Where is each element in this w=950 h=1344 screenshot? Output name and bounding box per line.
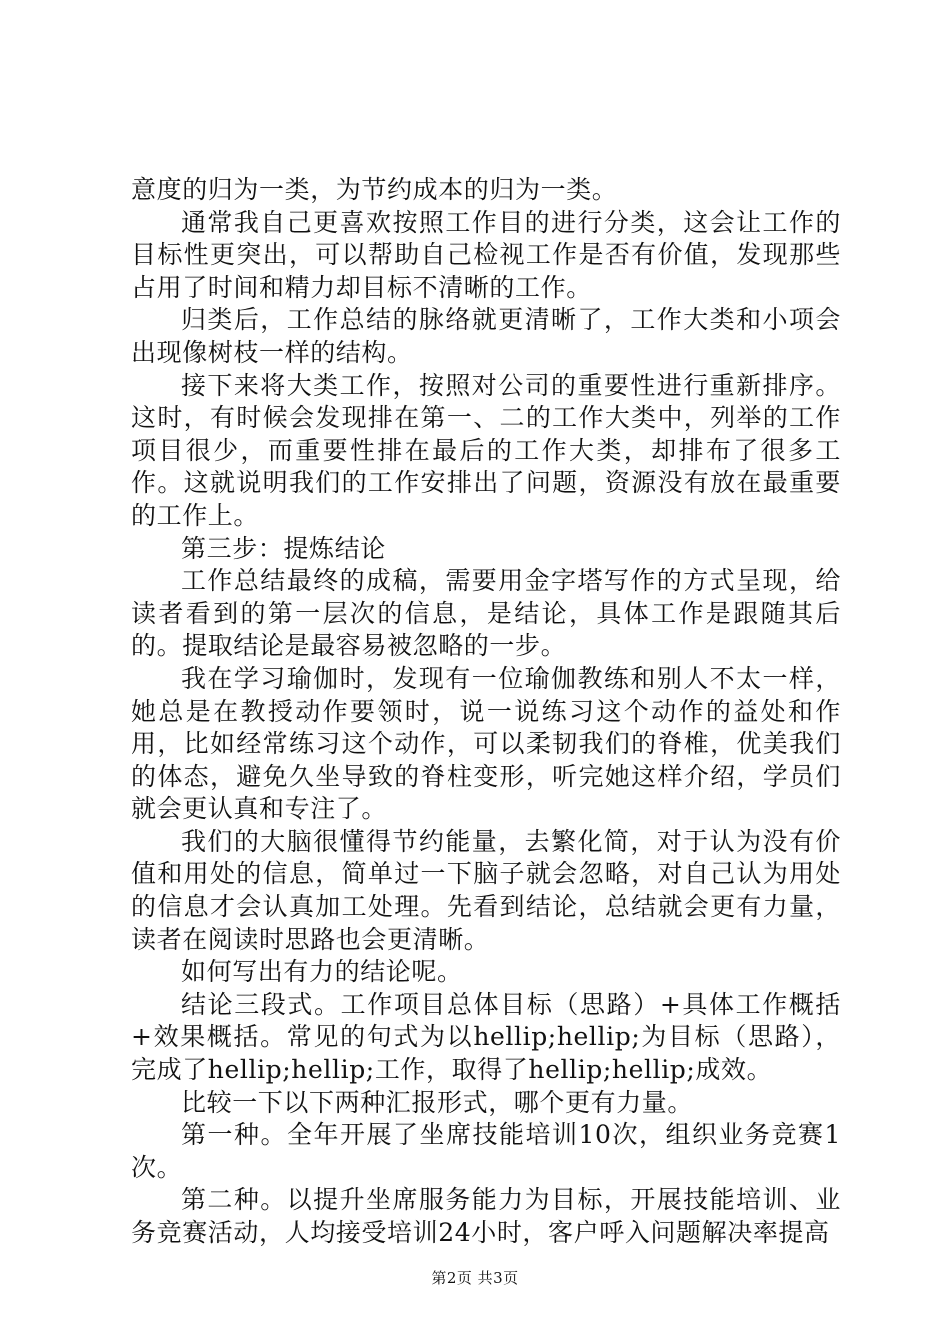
paragraph-4: 接下来将大类工作，按照对公司的重要性进行重新排序。这时，有时候会发现排在第一、二的工作大类中，列举的工作项目很少，而重要性排在最后的工作大类，却排布了很多工作。这就说明我们的工作安排出了问题，资源没有放在最重要的工作上。 [131,370,841,530]
page-footer: 第2页 共3页 [431,1269,519,1287]
paragraph-7: 我在学习瑜伽时，发现有一位瑜伽教练和别人不太一样，她总是在教授动作要领时，说一说练习这个动作的益处和作用，比如经常练习这个动作，可以柔韧我们的脊椎，优美我们的体态，避免久坐导致的脊柱变形，听完她这样介绍，学员们就会更认真和专注了。 [131,663,841,824]
section-heading-step-3: 第三步：提炼结论 [181,533,386,563]
paragraph-9: 如何写出有力的结论呢。 [181,957,463,987]
paragraph-3: 归类后，工作总结的脉络就更清晰了，工作大类和小项会出现像树枝一样的结构。 [131,305,841,367]
paragraph-2: 通常我自己更喜欢按照工作目的进行分类，这会让工作的目标性更突出，可以帮助自己检视工作是否有价值，发现那些占用了时间和精力却目标不清晰的工作。 [131,207,841,302]
document-body [131,174,841,1250]
paragraph-10: 结论三段式。工作项目总体目标（思路）+具体工作概括+效果概括。常见的句式为以hellip;hellip;为目标（思路），完成了hellip;hellip;工作，取得了hellip;hellip;成效。 [131,989,841,1085]
paragraph-12: 第一种。全年开展了坐席技能培训10次，组织业务竞赛1次。 [131,1120,841,1182]
paragraph-13: 第二种。以提升坐席服务能力为目标，开展技能培训、业务竞赛活动，人均接受培训24小时，客户呼入问题解决率提高 [131,1185,841,1247]
paragraph-6: 工作总结最终的成稿，需要用金字塔写作的方式呈现，给读者看到的第一层次的信息，是结论，具体工作是跟随其后的。提取结论是最容易被忽略的一步。 [131,566,841,661]
paragraph-11: 比较一下以下两种汇报形式，哪个更有力量。 [181,1087,694,1117]
paragraph-8: 我们的大脑很懂得节约能量，去繁化简，对于认为没有价值和用处的信息，简单过一下脑子就会忽略，对自己认为用处的信息才会认真加工处理。先看到结论，总结就会更有力量，读者在阅读时思路也会更清晰。 [131,826,841,954]
paragraph-1: 意度的归为一类，为节约成本的归为一类。 [131,175,618,204]
